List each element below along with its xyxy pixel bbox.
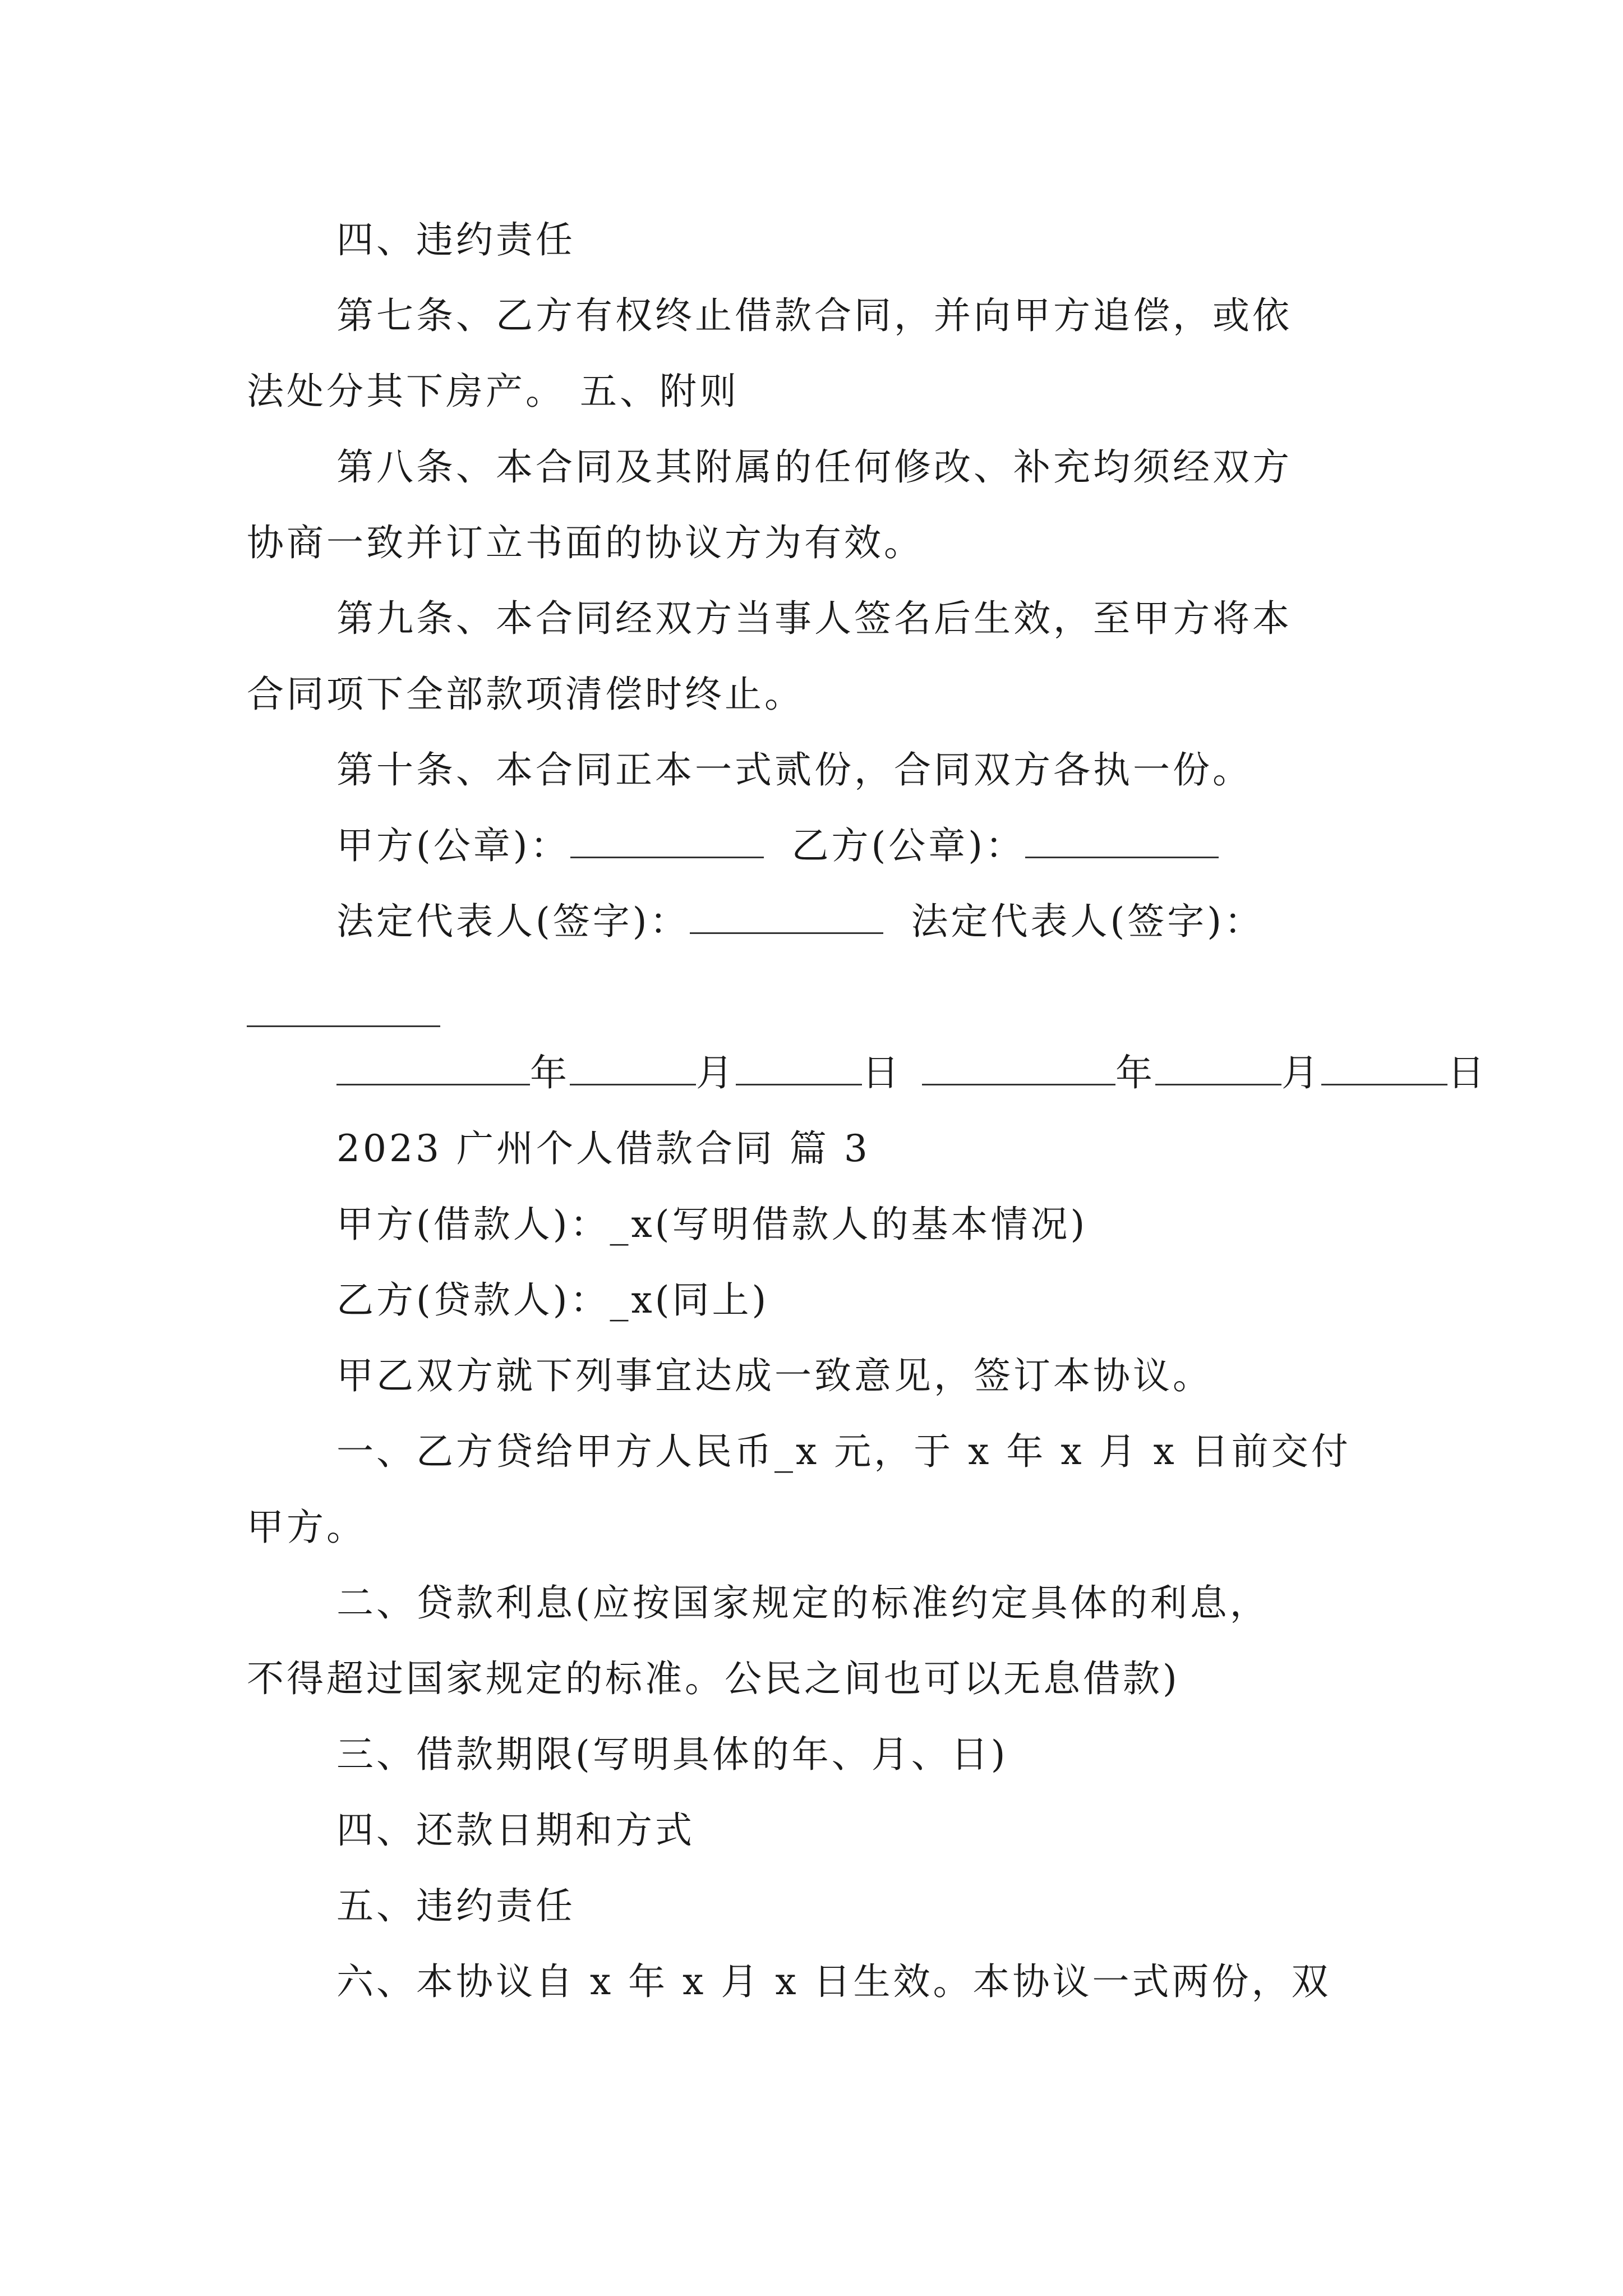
party-a-borrower: 甲方(借款人)：_x(写明借款人的基本情况) [336,1203,1088,1246]
clause-1-line-1: 一、乙方贷给甲方人民币_x 元，于 x 年 x 月 x 日前交付 [336,1430,1351,1473]
clause-3: 三、借款期限(写明具体的年、月、日) [336,1733,1008,1776]
party-a-representative-label: 法定代表人(签字)： [336,900,690,943]
month-label-a: 月 [696,1051,736,1094]
party-a-day-blank[interactable] [736,1050,862,1085]
article-8-line-2: 协商一致并订立书面的协议方为有效。 [247,521,924,564]
clause-1-line-2: 甲方。 [247,1506,366,1549]
section-heading-breach: 四、违约责任 [336,218,575,261]
day-label-a: 日 [862,1051,902,1094]
party-b-representative-blank[interactable] [247,1025,440,1027]
year-label-a: 年 [530,1051,570,1094]
party-a-seal-label: 甲方(公章)： [336,824,570,867]
party-b-seal-blank[interactable] [1025,823,1219,858]
party-b-day-blank[interactable] [1321,1050,1447,1085]
party-a-seal-blank[interactable] [570,823,764,858]
party-b-month-blank[interactable] [1155,1050,1281,1085]
article-8-line-1: 第八条、本合同及其附属的任何修改、补充均须经双方 [336,445,1292,489]
day-label-b: 日 [1447,1051,1487,1094]
agreement-intro: 甲乙双方就下列事宜达成一致意见，签订本协议。 [336,1354,1212,1397]
party-b-representative-label: 法定代表人(签字)： [911,900,1264,943]
seal-line [336,821,1385,871]
party-b-year-blank[interactable] [922,1050,1115,1085]
party-a-year-blank[interactable] [336,1050,530,1085]
clause-5: 五、违约责任 [336,1884,575,1927]
contract-3-title: 2023 广州个人借款合同 篇 3 [336,1127,870,1170]
article-9-line-2: 合同项下全部款项清偿时终止。 [247,673,804,716]
representative-line [336,896,1385,947]
article-9-line-1: 第九条、本合同经双方当事人签名后生效，至甲方将本 [336,597,1292,640]
clause-6-line-1: 六、本协议自 x 年 x 月 x 日生效。本协议一式两份，双 [336,1960,1331,2003]
party-b-seal-label: 乙方(公章)： [791,824,1025,867]
article-10: 第十条、本合同正本一式贰份，合同双方各执一份。 [336,748,1252,792]
clause-4: 四、还款日期和方式 [336,1809,695,1852]
article-7-line-1: 第七条、乙方有权终止借款合同，并向甲方追偿，或依 [336,294,1292,337]
date-line [336,1048,1487,1098]
clause-2-line-2: 不得超过国家规定的标准。公民之间也可以无息借款) [247,1657,1180,1700]
party-a-representative-blank[interactable] [690,899,883,934]
party-b-lender: 乙方(贷款人)：_x(同上) [336,1278,769,1322]
year-label-b: 年 [1115,1051,1155,1094]
article-7-line-2: 法处分其下房产。 五、附则 [247,370,739,413]
party-a-month-blank[interactable] [570,1050,696,1085]
month-label-b: 月 [1281,1051,1321,1094]
clause-2-line-1: 二、贷款利息(应按国家规定的标准约定具体的利息， [336,1581,1270,1625]
